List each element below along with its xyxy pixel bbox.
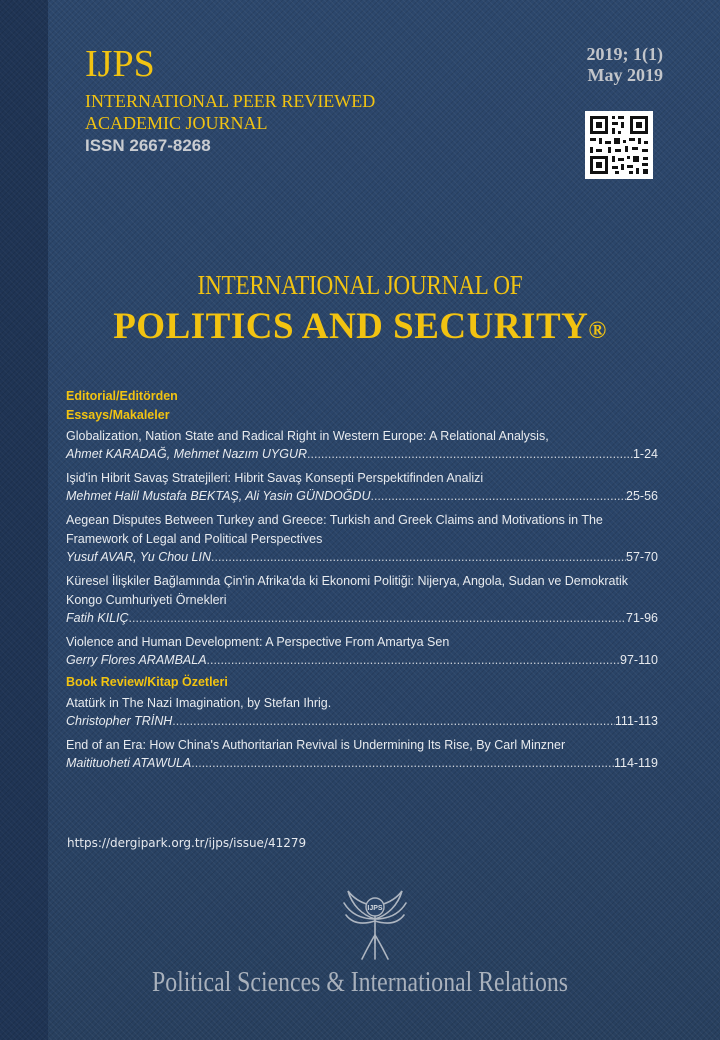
journal-acronym: IJPS (85, 43, 155, 85)
dot-leader (211, 549, 626, 566)
article-meta (66, 652, 658, 669)
article-pages: 57-70 (626, 550, 658, 564)
toc-entry[interactable] (66, 469, 658, 505)
article-meta (66, 755, 658, 772)
article-title: Atatürk in The Nazi Imagination, by Stefan Ihrig. (66, 696, 332, 710)
article-meta (66, 549, 658, 566)
article-title: Globalization, Nation State and Radical Right in Western Europe: A Relational Analysis, (66, 429, 549, 443)
article-meta (66, 713, 658, 730)
registered-mark: ® (588, 318, 607, 344)
issue-date: May 2019 (587, 65, 663, 85)
toc-entry[interactable] (66, 633, 658, 669)
dot-leader (370, 488, 626, 505)
article-pages: 97-110 (620, 653, 658, 667)
toc-entry[interactable] (66, 572, 658, 627)
footer-tagline: Political Sciences & International Relations (151, 966, 569, 998)
toc-entry[interactable] (66, 736, 658, 772)
article-title: Işid'in Hibrit Savaş Stratejileri: Hibrit Savaş Konsepti Perspektifinden Analizi (66, 471, 484, 485)
article-authors: Yusuf AVAR, Yu Chou LIN (66, 550, 211, 564)
dot-leader (129, 610, 626, 627)
article-authors: Maitituoheti ATAWULA (66, 756, 192, 770)
article-authors: Ahmet KARADAĞ, Mehmet Nazım UYGUR (66, 447, 308, 461)
article-pages: 25-56 (626, 489, 658, 503)
phoenix-icon (340, 885, 410, 965)
article-meta (66, 488, 658, 505)
editorial-heading[interactable]: Editorial/Editörden (66, 389, 178, 403)
dot-leader (307, 446, 633, 463)
article-authors: Mehmet Halil Mustafa BEKTAŞ, Ali Yasin GÜNDOĞDU (66, 489, 371, 503)
issue-number: 2019; 1(1) (586, 44, 663, 64)
article-title: Aegean Disputes Between Turkey and Greece: Turkish and Greek Claims and Motivations in The Framework of Legal and Political Perspectives (66, 513, 603, 546)
phoenix-logo (340, 885, 410, 965)
journal-title-text: POLITICS AND SECURITY (113, 306, 589, 347)
article-title: Violence and Human Development: A Perspective From Amartya Sen (66, 635, 450, 649)
subtitle-line-2: ACADEMIC JOURNAL (85, 113, 268, 133)
toc-entry[interactable] (66, 427, 658, 463)
issue-info (587, 44, 663, 86)
journal-title-line-1: INTERNATIONAL JOURNAL OF (197, 270, 523, 300)
essays-heading: Essays/Makaleler (66, 408, 170, 422)
article-meta (66, 446, 658, 463)
article-title: Küresel İlişkiler Bağlamında Çin'in Afrika'da ki Ekonomi Politiği: Nijerya, Angola, Sudan ve Demokratik Kongo Cumhuriyeti Örnekleri (66, 574, 628, 607)
cover-spine (0, 0, 48, 1040)
article-title: End of an Era: How China's Authoritarian Revival is Undermining Its Rise, By Carl Minzner (66, 738, 566, 752)
qr-code[interactable] (585, 111, 653, 179)
article-authors: Christopher TRİNH (66, 714, 173, 728)
article-pages: 114-119 (613, 756, 658, 770)
article-meta (66, 610, 658, 627)
dot-leader (207, 652, 620, 669)
journal-subtitle (85, 90, 375, 134)
issn: ISSN 2667-8268 (85, 136, 211, 155)
article-pages: 1-24 (632, 447, 658, 461)
toc-entry[interactable] (66, 511, 658, 566)
issue-url[interactable]: https://dergipark.org.tr/ijps/issue/41279 (67, 836, 307, 850)
article-authors: Fatih KILIÇ (66, 611, 129, 625)
article-pages: 71-96 (626, 611, 658, 625)
table-of-contents (66, 389, 658, 778)
reviews-heading: Book Review/Kitap Özetleri (66, 675, 228, 689)
subtitle-line-1: INTERNATIONAL PEER REVIEWED (85, 91, 376, 111)
article-authors: Gerry Flores ARAMBALA (66, 653, 207, 667)
dot-leader (172, 713, 615, 730)
toc-entry[interactable] (66, 694, 658, 730)
journal-title-line-2 (0, 305, 720, 348)
qr-code-icon (585, 111, 653, 179)
dot-leader (191, 755, 614, 772)
article-pages: 111-113 (614, 714, 658, 728)
logo-text: IJPS (367, 905, 383, 912)
